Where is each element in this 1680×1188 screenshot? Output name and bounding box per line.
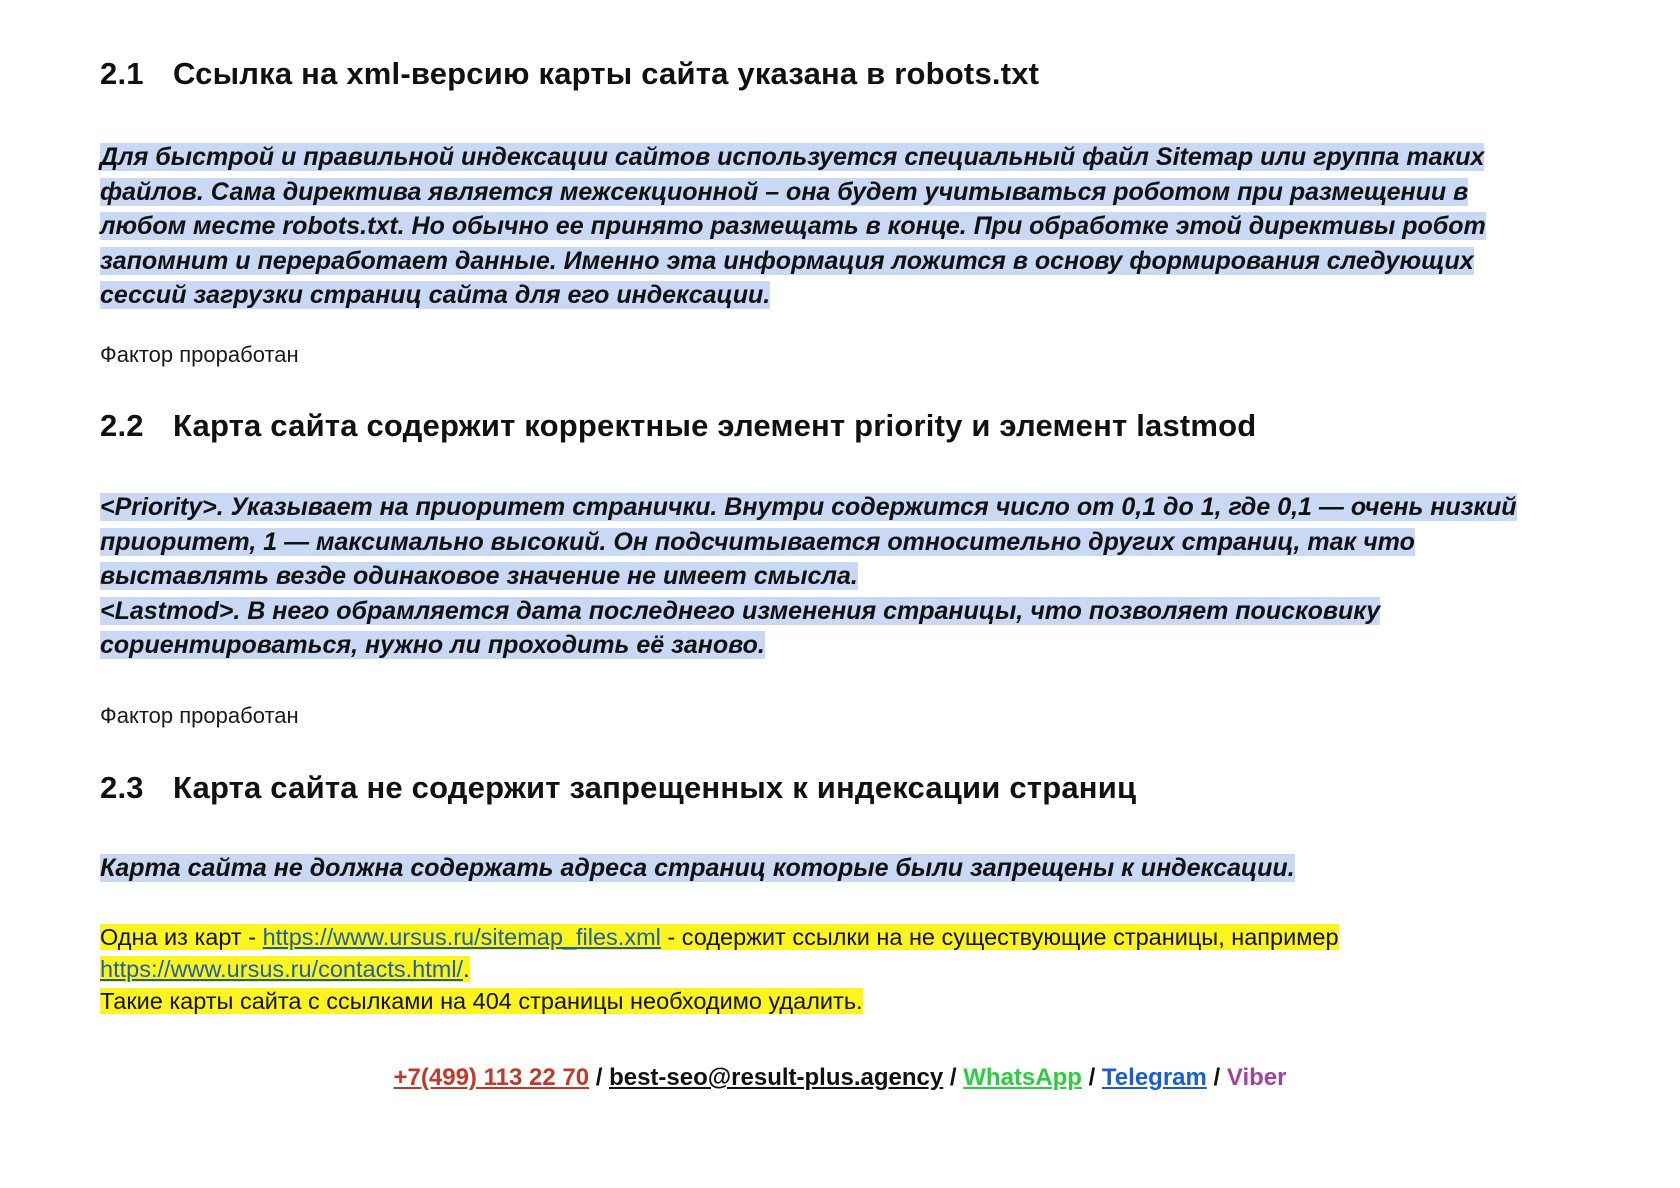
section-title: Ссылка на xml-версию карты сайта указана в robots.txt: [173, 56, 1040, 91]
separator: /: [1206, 1064, 1227, 1091]
note-text: .: [463, 956, 470, 982]
section-description: [100, 140, 1520, 313]
whatsapp-link[interactable]: WhatsApp: [963, 1064, 1082, 1091]
status-text: Фактор проработан: [100, 342, 299, 367]
telegram-link[interactable]: Telegram: [1101, 1064, 1207, 1091]
section-description: [100, 490, 1520, 663]
section-description: [100, 851, 1520, 886]
contacts-link[interactable]: https://www.ursus.ru/contacts.html/: [100, 956, 464, 982]
section-heading-2-1: [100, 56, 1039, 92]
section-title: Карта сайта не содержит запрещенных к индексации страниц: [173, 770, 1137, 805]
separator: /: [943, 1064, 964, 1091]
section-heading-2-3: [100, 770, 1136, 806]
sitemap-link[interactable]: https://www.ursus.ru/sitemap_files.xml: [262, 924, 661, 950]
separator: /: [589, 1064, 610, 1091]
issue-note: [100, 921, 1520, 1017]
note-text: - содержит ссылки на не существующие страницы, например: [660, 924, 1339, 950]
highlighted-text: <Priority>. Указывает на приоритет странички. Внутри содержится число от 0,1 до 1, где 0,1 — очень низкий приоритет, 1 — максимально высокий. Он подсчитывается относительно других страниц, так что выставлять везде одинаковое значение не имеет смысла.: [100, 493, 1517, 590]
section-heading-2-2: [100, 408, 1256, 444]
highlighted-text: Карта сайта не должна содержать адреса страниц которые были запрещены к индексации.: [100, 854, 1295, 882]
note-recommendation: Такие карты сайта с ссылками на 404 страницы необходимо удалить.: [100, 988, 863, 1014]
separator: /: [1081, 1064, 1102, 1091]
phone-link[interactable]: +7(499) 113 22 70: [393, 1064, 590, 1091]
section-title: Карта сайта содержит корректные элемент priority и элемент lastmod: [173, 408, 1257, 443]
section-number: 2.1: [100, 56, 144, 91]
viber-link[interactable]: Viber: [1226, 1064, 1287, 1091]
email-link[interactable]: best-seo@result-plus.agency: [609, 1064, 944, 1091]
contact-footer: [0, 1064, 1680, 1092]
section-number: 2.3: [100, 770, 144, 805]
highlighted-text: <Lastmod>. В него обрамляется дата последнего изменения страницы, что позволяет поисковику сориентироваться, нужно ли проходить её заново.: [100, 596, 1381, 659]
section-number: 2.2: [100, 408, 144, 443]
note-text: Одна из карт -: [100, 924, 263, 950]
highlighted-text: Для быстрой и правильной индексации сайтов используется специальный файл Sitemap или группа таких файлов. Сама директива является межсекционной – она будет учитываться роботом при размещении в любом месте robots.txt. Но обычно ее принято размещать в конце. При обработке этой директивы робот запомнит и переработает данные. Именно эта информация ложится в основу формирования следующих сессий загрузки страниц сайта для его индексации.: [100, 143, 1486, 309]
status-text: Фактор проработан: [100, 703, 299, 728]
